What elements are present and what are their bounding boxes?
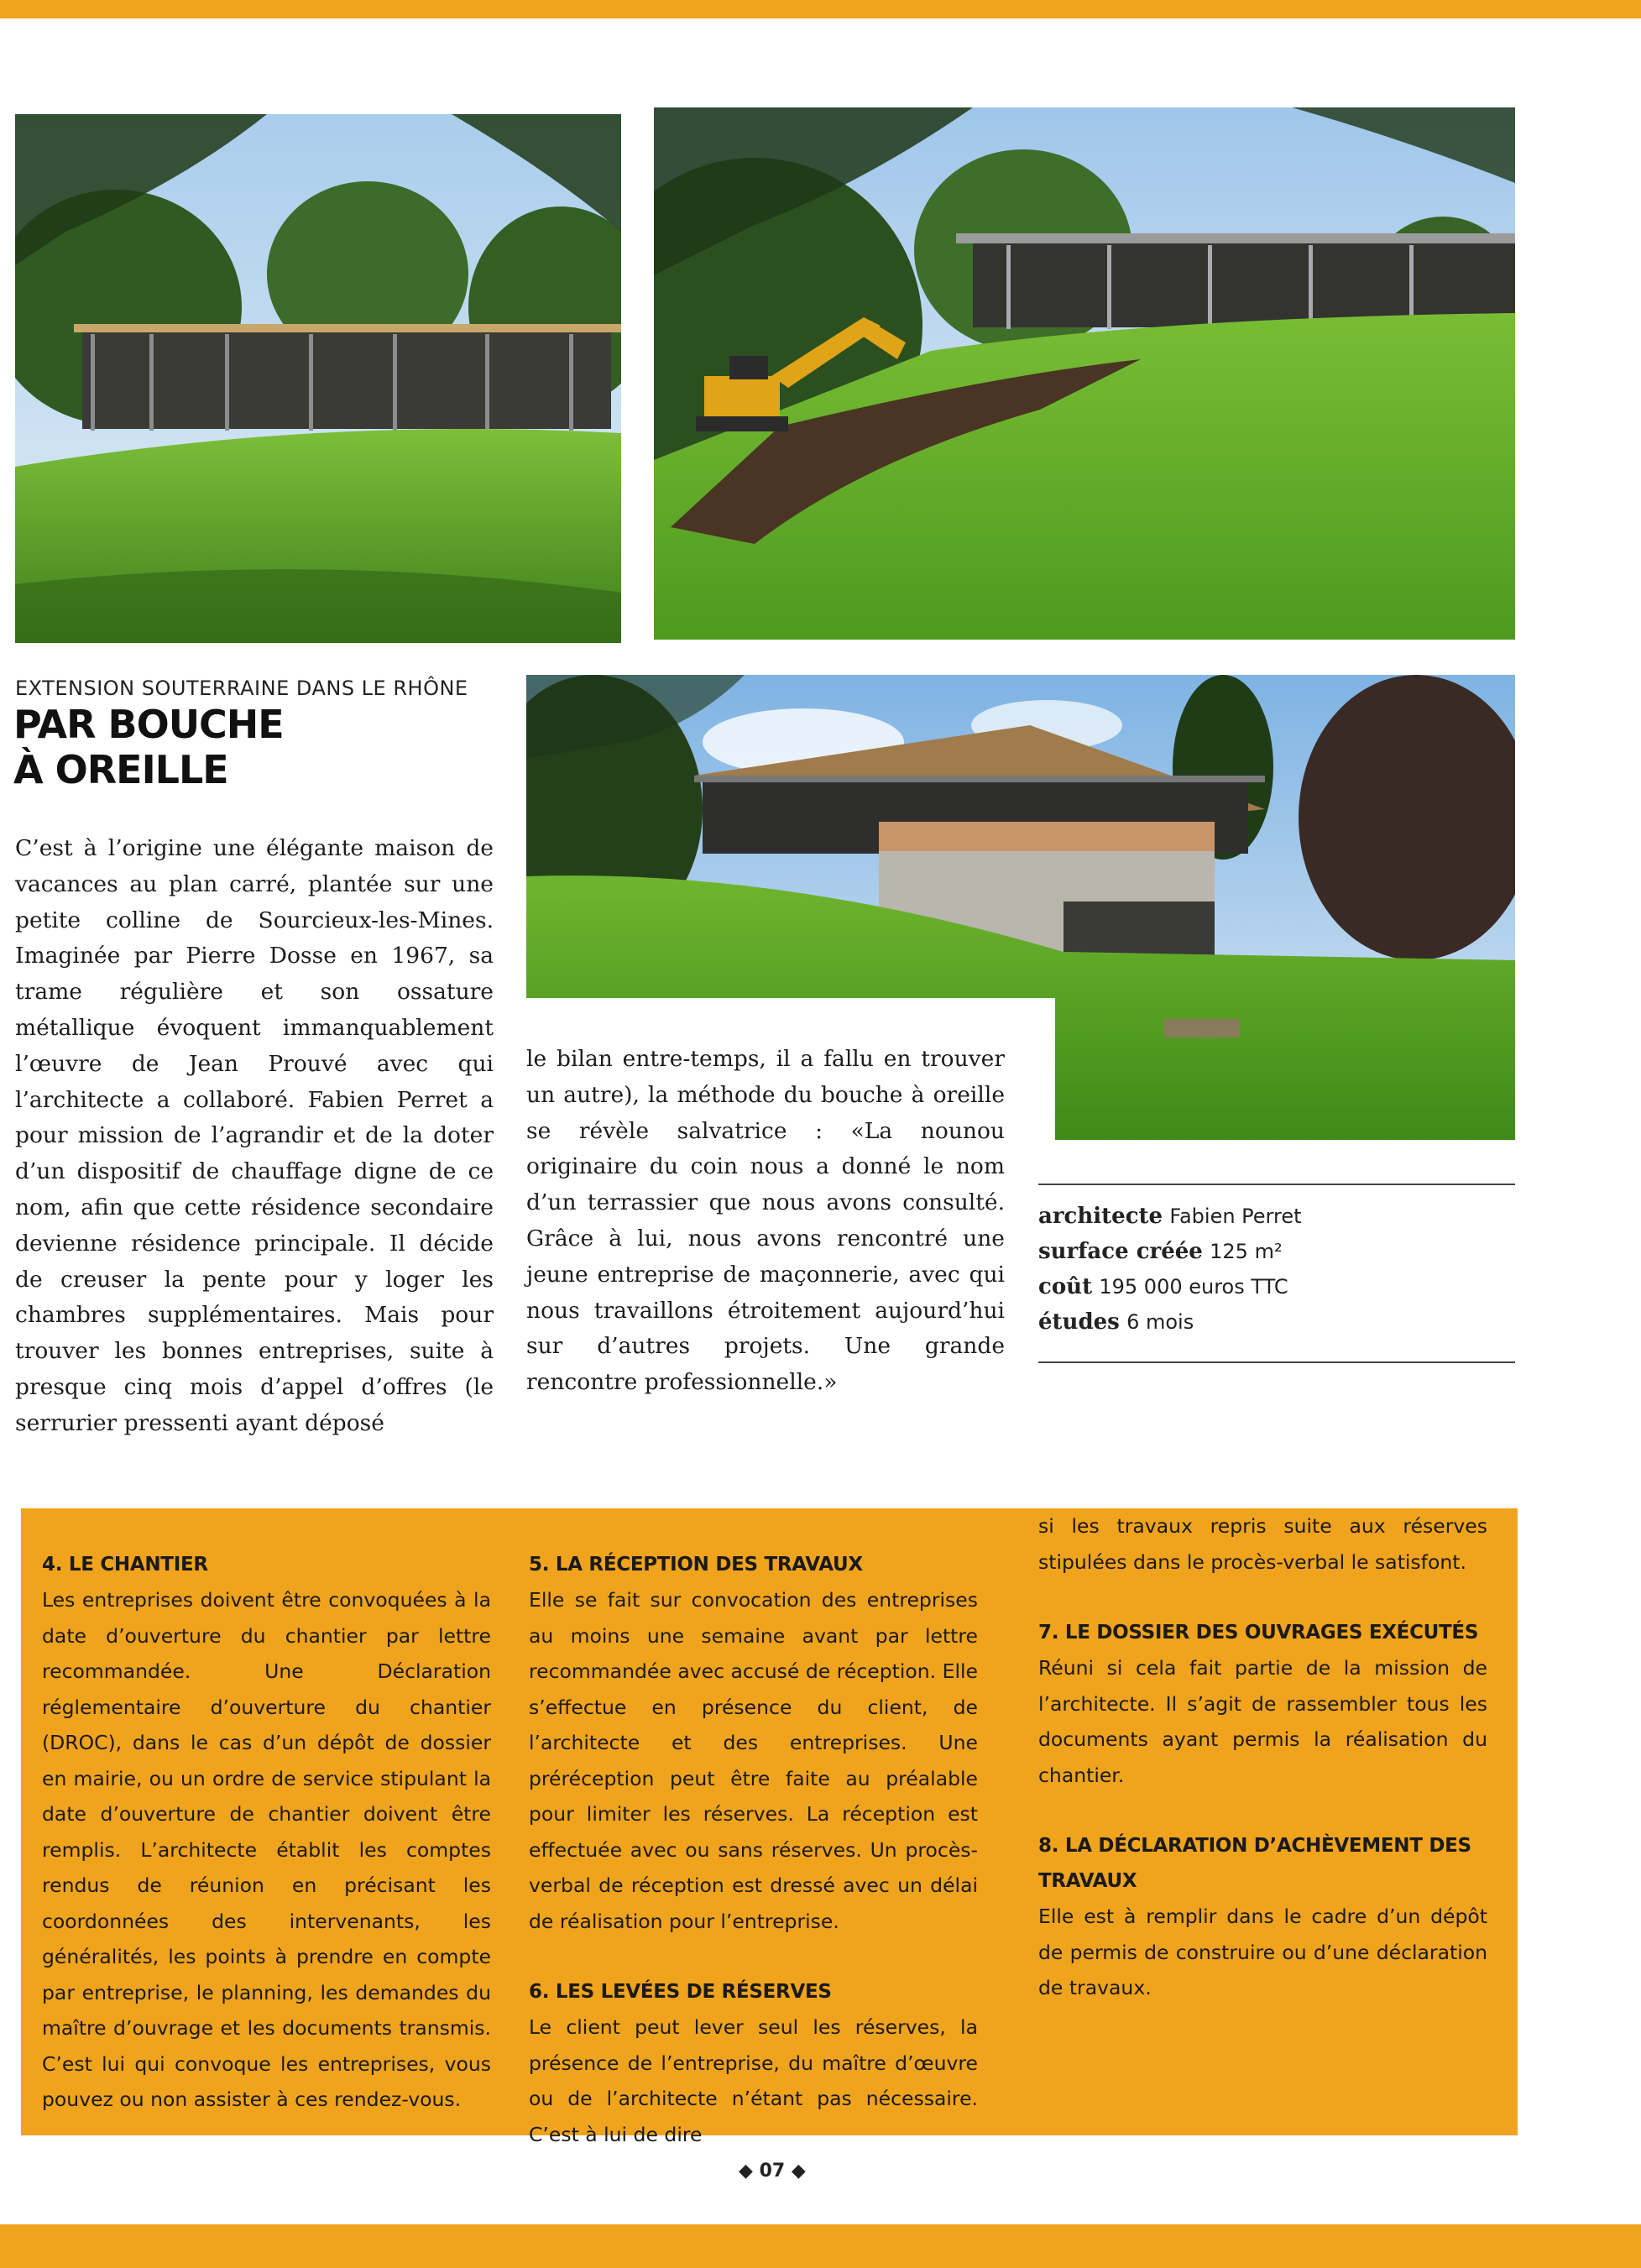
section-5-text: Elle se fait sur convocation des entreprises au moins une semaine avant par lettre recommandée avec accusé de réception. Elle s’effectue en présence du client, de l’architecte et des entreprises. Une préréception peut être faite au préalable pour limiter les réserves. La réception est effectuée avec ou sans réserves. Un procès-verbal de réception est dressé avec un délai de réalisation pour l’entreprise. (529, 1588, 978, 1933)
section-5-heading: 5. LA RÉCEPTION DES TRAVAUX (529, 1554, 863, 1576)
section-8-heading: 8. LA DÉCLARATION D’ACHÈVEMENT DES TRAVAUX (1038, 1835, 1471, 1892)
article-body-column-1: C’est à l’origine une élégante maison de vacances au plan carré, plantée sur une petite colline de Sourcieux-les-Mines. Imaginée par Pierre Dosse en 1967, sa trame régulière et son ossature métallique évoquent immanquablement l’œuvre de Jean Prouvé avec qui l’architecte a collaboré. Fabien Perret a pour mission de l’agrandir et de la doter d’un dispositif de chauffage digne de ce nom, afin que cette résidence secondaire devienne résidence principale. Il décide de creuser la pente pour y loger les chambres supplémentaires. Mais pour trouver les bonnes entreprises, suite à presque cinq mois d’appel d’offres (le serrurier pressenti ayant déposé (15, 835, 494, 1436)
section-7-text: Réuni si cela fait partie de la mission de l’architecte. Il s’agit de rassembler tous les documents ayant permis la réalisation du chantier. (1038, 1656, 1487, 1787)
page-number: ◆ 07 ◆ (739, 2161, 806, 2182)
project-facts (1038, 1184, 1515, 1363)
section-6-continued: si les travaux repris suite aux réserves stipulées dans le procès-verbal le satisfont. (1038, 1514, 1487, 1574)
article-kicker: EXTENSION SOUTERRAINE DANS LE RHÔNE (15, 677, 468, 700)
top-accent-bar (0, 0, 1641, 18)
fact-studies: études 6 mois (1038, 1309, 1194, 1335)
article-title-line2: À OREILLE (13, 747, 228, 792)
section-6-heading: 6. LES LEVÉES DE RÉSERVES (529, 1981, 832, 2003)
article-title-line1: PAR BOUCHE (13, 702, 284, 747)
article-body-column-2: le bilan entre-temps, il a fallu en trouver un autre), la méthode du bouche à oreille se révèle salvatrice : «La nounou originaire du coin nous a donné le nom d’un terrassier que nous avons consulté. Grâce à lui, nous avons rencontré une jeune entreprise de maçonnerie, avec qui nous travaillons étroitement aujourd’hui sur d’autres projets. Une grande rencontre professionnelle.» (526, 1046, 1005, 1396)
photo-house-hill (15, 114, 621, 643)
section-4-text: Les entreprises doivent être convoquées à la date d’ouverture du chantier par lettre recommandée. Une Déclaration réglementaire d’ouverture du chantier (DROC), dans le cas d’un dépôt de dossier en mairie, ou un ordre de service stipulant la date d’ouverture de chantier doivent être remplis. L’architecte établit les comptes rendus de réunion en précisant les coordonnées des intervenants, les généralités, les points à prendre en compte par entreprise, le planning, les demandes du maître d’ouvrage et les documents transmis. C’est lui qui convoque les entreprises, vous pouvez ou non assister à ces rendez-vous. (42, 1588, 491, 2111)
fact-surface: surface créée 125 m² (1038, 1239, 1283, 1264)
section-4-heading: 4. LE CHANTIER (42, 1554, 208, 1576)
fact-architect: architecte Fabien Perret (1038, 1204, 1302, 1229)
photo-excavator-slope (654, 107, 1515, 640)
panel-column-3 (1038, 1508, 1487, 2006)
section-7-heading: 7. LE DOSSIER DES OUVRAGES EXÉCUTÉS (1038, 1622, 1479, 1644)
panel-column-2 (529, 1547, 978, 2152)
section-8-text: Elle est à remplir dans le cadre d’un dépôt de permis de construire ou d’une déclaration de travaux. (1038, 1905, 1487, 1999)
article-title (13, 702, 284, 792)
section-6-text: Le client peut lever seul les réserves, la présence de l’entreprise, du maître d’œuvre ou de l’architecte n’étant pas nécessaire. C’est à lui de dire (529, 2015, 978, 2146)
fact-cost: coût 195 000 euros TTC (1038, 1274, 1288, 1299)
steps-panel (21, 1508, 1518, 2146)
bottom-accent-bar (0, 2224, 1641, 2268)
panel-column-1 (42, 1547, 491, 2118)
